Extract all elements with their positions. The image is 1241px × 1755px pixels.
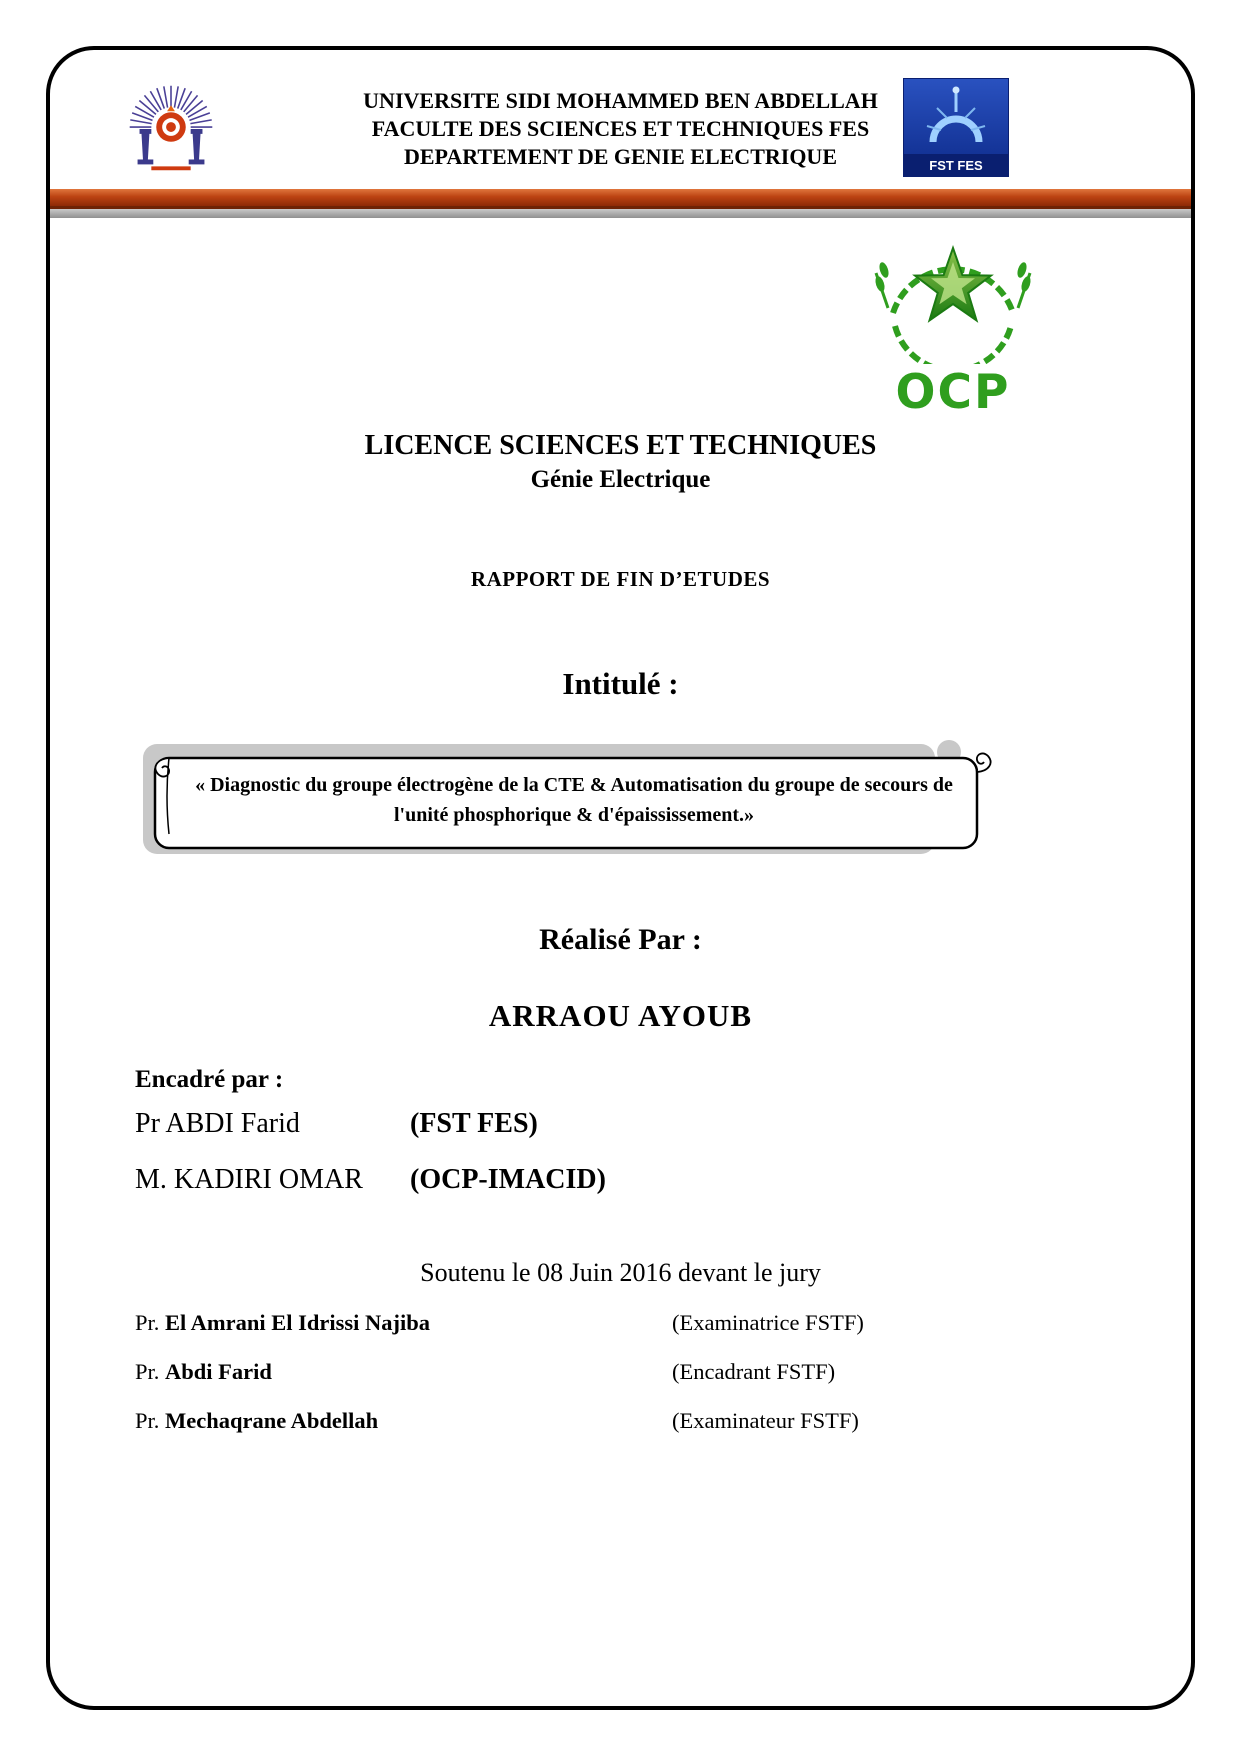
supervisor-affiliation: (FST FES) [410,1108,538,1139]
header-line-1: UNIVERSITE SIDI MOHAMMED BEN ABDELLAH [363,88,878,113]
title-scroll-banner [143,736,1003,886]
jury-role: (Examinateur FSTF) [672,1408,859,1433]
header-line-3: DEPARTEMENT DE GENIE ELECTRIQUE [404,143,837,169]
jury-member [135,1408,672,1434]
supervisor-name: Pr ABDI Farid [135,1108,300,1139]
intitule-label: Intitulé : [562,666,679,701]
header-line-2: FACULTE DES SCIENCES ET TECHNIQUES FES [371,115,870,141]
ocp-logo-label: OCP [895,365,1011,420]
jury-role: (Encadrant FSTF) [672,1359,836,1384]
project-title: « Diagnostic du groupe électrogène de la CTE & Automatisation du groupe de secours de l'unité phosphorique & d'épaississement.» [195,774,953,826]
supervisors-list [135,1108,606,1220]
degree-specialty: Génie Electrique [530,466,711,493]
defense-line: Soutenu le 08 Juin 2016 devant le jury [420,1258,821,1287]
supervisor-row [135,1108,606,1140]
jury-member [135,1310,672,1336]
header-separator-bar [50,189,1191,218]
separator-bar-gray [50,209,1191,218]
fst-fes-logo-label: FST FES [929,158,983,173]
jury-row [135,1408,1105,1434]
university-logo-icon [112,70,230,188]
jury-prefix: Pr. [135,1359,160,1384]
realise-par-label: Réalisé Par : [539,923,702,956]
supervisor-name: M. KADIRI OMAR [135,1164,363,1195]
separator-bar-red [50,189,1191,206]
jury-name: Mechaqrane Abdellah [165,1408,379,1433]
author-name: ARRAOU AYOUB [488,998,753,1033]
jury-name: Abdi Farid [165,1359,272,1384]
supervisor-affiliation: (OCP-IMACID) [410,1164,606,1195]
jury-prefix: Pr. [135,1310,160,1335]
jury-row [135,1310,1105,1336]
report-type: RAPPORT DE FIN D’ETUDES [470,567,771,591]
jury-member [135,1359,672,1385]
encadre-par-label: Encadré par : [135,1066,284,1093]
degree-title: LICENCE SCIENCES ET TECHNIQUES [364,430,877,461]
degree-block [0,430,1241,494]
fst-fes-logo-icon [903,78,1009,177]
ocp-emblem-icon [858,218,1048,364]
supervisor-row [135,1164,606,1196]
jury-name: El Amrani El Idrissi Najiba [165,1310,431,1335]
jury-role: (Examinatrice FSTF) [672,1310,864,1335]
jury-list [135,1310,1105,1457]
jury-prefix: Pr. [135,1408,160,1433]
jury-row [135,1359,1105,1385]
ocp-logo [858,218,1048,420]
institution-header [230,87,1011,171]
